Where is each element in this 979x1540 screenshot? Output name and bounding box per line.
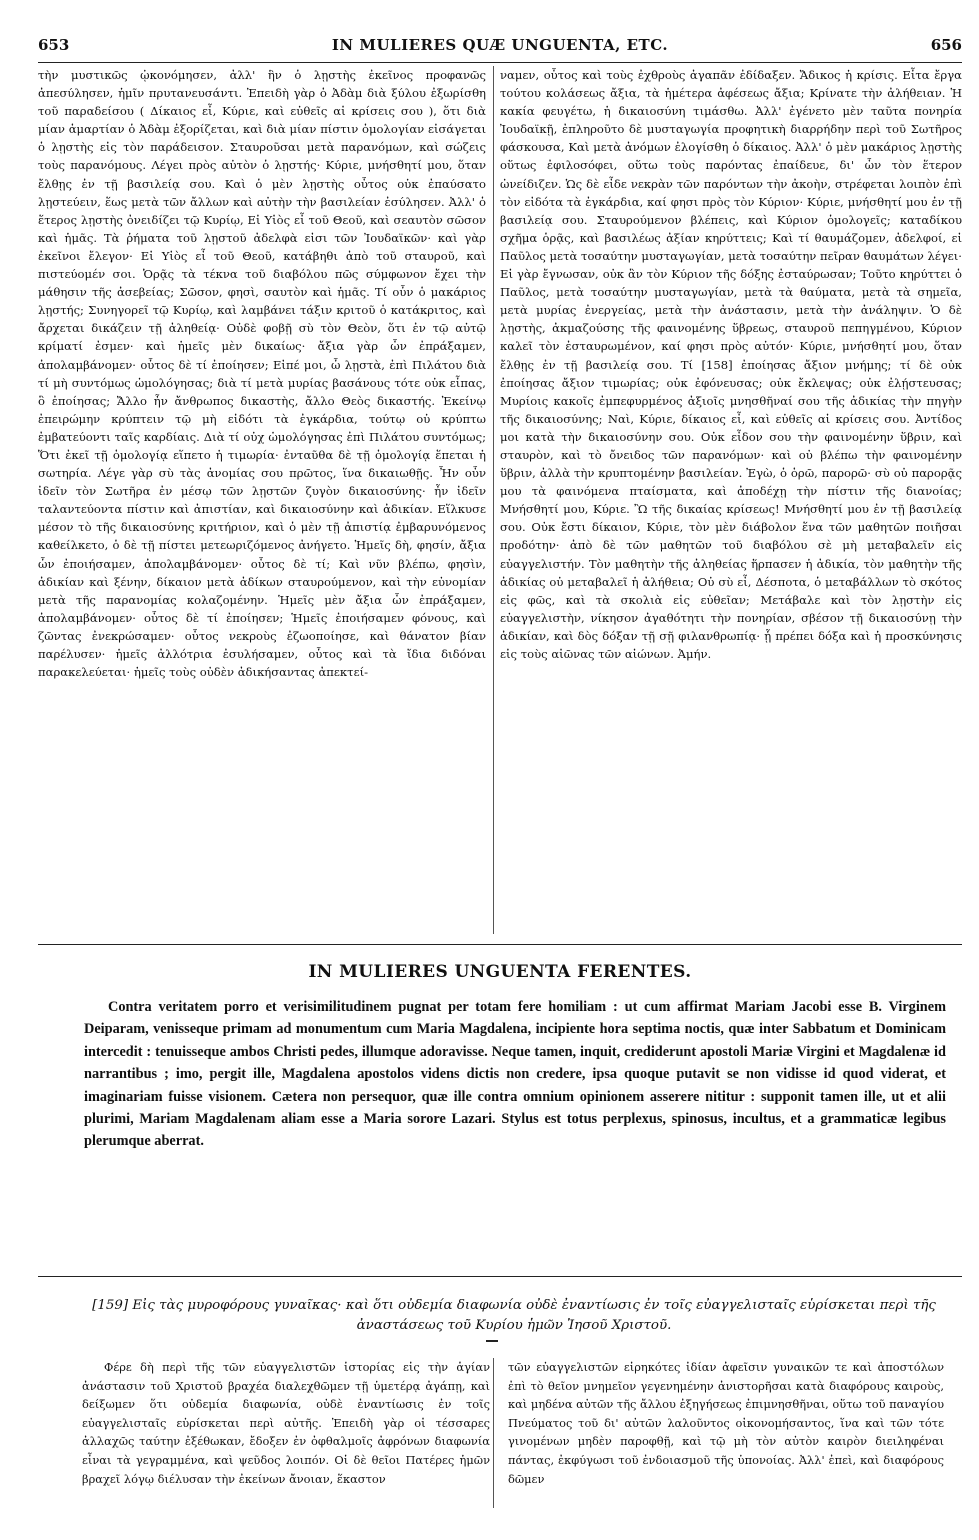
homily-title: [159] Εἰς τὰς μυροφόρους γυναῖκας· καὶ ὅτι οὐδεμία διαφωνία οὐδὲ ἐναντίωσις ἐν τοῖς εὐαγγελισταῖς εὑρίσκεται περὶ τῆς ἀναστάσεως τοῦ Κυρίου ἡμῶν Ἰησοῦ Χριστοῦ. — [92, 1298, 936, 1333]
column-number-right: 656 — [930, 36, 962, 54]
left-column — [38, 66, 486, 681]
header-rule — [38, 62, 962, 63]
column-divider — [493, 66, 494, 934]
right-column — [500, 66, 962, 663]
left-column-text: τὴν μυστικῶς ᾠκονόμησεν, ἀλλ' ἣν ὁ λῃστὴς ἐκεῖνος προφανῶς ἀπεσύλησεν, ἡμῖν πρυτανευσάντι. Ἐπειδὴ γὰρ ὁ Ἀδὰμ διὰ ξύλου ἐξωρίσθη τοῦ παραδείσου ( Δίκαιος εἶ, Κύριε, καὶ εὐθεῖς αἱ κρίσεις σου ), ὅτι διὰ μίαν ἁμαρτίαν ὁ Ἀδὰμ ἐξορίζεται, καὶ διὰ μίαν πίστιν ὁμολογίαν εἰσάγεται ὁ λῃστὴς εἰς τὸν παράδεισον. Σταυροῦσαι μετὰ παρανόμων, καὶ σώζεις τοὺς παρανόμους. Λέγει πρὸς αὐτὸν ὁ λῃστής· Κύριε, μνήσθητί μου, ὅταν ἔλθῃς ἐν τῇ βασιλείᾳ σου. Καὶ ὁ μὲν λῃστὴς οὗτος οὐκ ἐπαύσατο λῃστεύειν, ἕως μετὰ τῶν ἄλλων καὶ αὐτὴν τὴν βασιλείαν ἐσύλησεν. Ἀλλ' ὁ ἕτερος λῃστὴς ὀνειδίζει τῷ Κυρίῳ, Εἰ Υἱὸς εἶ τοῦ Θεοῦ, καὶ σεαυτὸν σῶσον καὶ ἡμᾶς. Τὰ ῥήματα τοῦ λῃστοῦ ἀδελφὰ εἰσι τῶν Ἰουδαϊκῶν· καὶ γὰρ ἐκεῖνοι ἔλεγον· Εἰ Υἱὸς εἶ τοῦ Θεοῦ, κατάβηθι ἀπὸ τοῦ σταυροῦ, καὶ πιστεύομέν σοι. Ὁρᾷς τὰ τέκνα τοῦ διαβόλου πῶς σύμφωνον ἔχει τὴν μάθησιν τῆς ἀσεβείας; Σῶσον, φησὶ, σαυτὸν καὶ ἡμᾶς. Τί οὖν ὁ μακάριος λῃστής; Συνηγορεῖ τῷ Κυρίῳ, καὶ λαμβάνει τάξιν κριτοῦ ὁ κατάκριτος, καὶ ἄρχεται δικάζειν τῇ ἀληθείᾳ· Οὐδὲ φοβῇ σὺ τὸν Θεὸν, ὅτι ἐν τῷ αὐτῷ κρίματί ἐσμεν· καὶ ἡμεῖς μὲν δικαίως· ἄξια γὰρ ὧν ἐπράξαμεν, ἀπολαμβάνομεν· οὗτος δὲ τί ἐποίησεν; Εἰπέ μοι, ὦ λῃστὰ, ἐπὶ Πιλάτου διὰ τί μὴ συντόμως ὡμολόγησας; διὰ τί μετὰ μυρίας βασάνους τότε οὐκ εἶπας, ὃ ἐποίησας; Ἄλλο ἦν ἄνθρωπος δικαστὴς, ἄλλο Θεὸς δικαστής. Ἐκείνῳ ἐπειρώμην κρύπτειν τῷ μὴ εἰδότι τὰ ἐγκάρδια, τούτῳ οὐ κρύπτω ἐμβατεύοντι ταῖς καρδίαις. Διὰ τί οὐχ ὡμολόγησας ἐπὶ Πιλάτου συντόμως; Ὅτι ἐκεῖ τῇ ὁμολογίᾳ εἵπετο ἡ τιμωρία· ἐνταῦθα δὲ τῇ ὁμολογίᾳ ἕπεται ἡ σωτηρία. Λέγε γὰρ σὺ τὰς ἀνομίας σου πρῶτος, ἵνα δικαιωθῇς. Ἦν οὖν ἰδεῖν τὸν Σωτῆρα ἐν μέσῳ τῶν λῃστῶν ζυγὸν δικαιοσύνης· ἦν ἰδεῖν ταλαντεύοντα πίστιν καὶ ἀπιστίαν, καὶ δικαιοσύνην καὶ ἀδικίαν. Εἵλκυσε μέσον τὸ τῆς δικαιοσύνης κριτήριον, καὶ ὁ μὲν τῇ ἀπιστίᾳ ἐμβαρυνόμενος καθείλκετο, ὁ δὲ τῇ πίστει μετεωριζόμενος ἀνήγετο. Ἡμεῖς δὴ, φησίν, ἄξια ὧν ἐποιήσαμεν, ἀπολαμβάνομεν· οὗτος δὲ τί; Καὶ νῦν βλέπω, φησὶν, ἀδικίαν καὶ ξένην, δίκαιον μετὰ ἀδίκων σταυρούμενον, καὶ τὴν εὐνομίαν μετὰ τῆς παρανομίας κολαζομένην. Ἡμεῖς μὲν ἄξια ὧν ἐπράξαμεν, ἀπολαμβάνομεν· οὗτος δὲ τί ἐποίησεν; Ἡμεῖς ἐποιήσαμεν φόνους, καὶ ζῶντας ἐνεκρώσαμεν· οὗτος νεκροὺς ἐζωοποίησε, καὶ θάνατον βίαν παρέλυσεν· ἡμεῖς ἀλλότρια ἐσυλήσαμεν, οὗτος καὶ τὰ ἴδια διδόναι παρακελεύεται· ἡμεῖς τοὺς οὐδὲν ἀδικήσαντας ἀπεκτεί- — [38, 68, 486, 680]
section-title: IN MULIERES UNGUENTA FERENTES. — [308, 962, 692, 982]
right-column-text: ναμεν, οὗτος καὶ τοὺς ἐχθροὺς ἀγαπᾶν ἐδίδαξεν. Ἄδικος ἡ κρίσις. Εἶτα ἔργα τούτου κολάσεως ἄξια, τὰ ἡμέτερα ἀφέσεως ἄξια; Κρίνατε τὴν ἀλήθειαν. Ἡ κακία φευγέτω, ἡ δικαιοσύνη τιμάσθω. Ἀλλ' ἐγένετο μὲν ταῦτα πονηρία Ἰουδαϊκῇ, ἐπληροῦτο δὲ μυσταγωγία προφητικὴ διαρρήδην περὶ τοῦ Σωτῆρος φάσκουσα, Καὶ μετὰ ἀνόμων ἐλογίσθη ὁ δίκαιος. Ἀλλ' ὁ μὲν μακάριος λῃστὴς οὕτως ἐφιλοσόφει, οὕτω τοὺς παρόντας ἐπαίδευε, δι' ὧν τὸν ἕτερον ὠνείδιζεν. Ὡς δὲ εἶδε νεκρὰν τῶν παρόντων τὴν ἀκοὴν, στρέφεται λοιπὸν ἐπὶ τὸν εἰδότα τὰ ἐγκάρδια, καί φησι πρὸς τὸν Κύριον· Κύριε, μνήσθητί μου ἐν τῇ βασιλείᾳ σου. Σταυρούμενον βλέπεις, καὶ Κύριον ὁμολογεῖς; καταδίκου σχῆμα ὁρᾷς, καὶ βασιλέως ἀξίαν κηρύττεις; Καὶ τί θαυμάζομεν, ἀδελφοί, εἰ Παῦλος μετὰ τοσαύτην μυσταγωγίαν, μετὰ τοσαύτην πεῖραν θαυμάτων λέγει· Εἰ γὰρ ἔγνωσαν, οὐκ ἂν τὸν Κύριον τῆς δόξης ἐσταύρωσαν; Τοῦτο κηρύττει ὁ Παῦλος, μετὰ τοσαύτην μυσταγωγίαν, μετὰ τὰ θαύματα, μετὰ τὰ σημεῖα, μετὰ μυρίας ἐνεργείας, μετὰ τὴν ἀνάστασιν, μετὰ τὴν ἀνάληψιν. Ὁ δὲ λῃστὴς, ἀκμαζούσης τῆς φαινομένης ὕβρεως, σταυροῦ πεπηγμένου, Κύριον καλεῖ τὸν ἐσταυρωμένον, καί φησι πρὸς αὐτόν· Κύριε, μνήσθητί μου, ὅταν ἔλθῃς ἐν τῇ βασιλείᾳ σου. Τί [158] ἐποίησας ἄξιον μνήμης; τί δὲ οὐκ ἐποίησας ἄξιον τιμωρίας; οὐκ ἐφόνευσας; οὐκ ἔκλεψας; οὐκ ἐλῄστευσας; Μυρίοις κακοῖς ἐμπεφυρμένος ἀξιοῖς μνησθῆναί σου τῆς ἀδικίας τὴν πηγὴν τῆς δικαιοσύνης; Ναὶ, Κύριε, δίκαιος εἶ, καὶ εὐθεῖς αἱ κρίσεις σου. Ἀντίδος μοι κατὰ τὴν δικαιοσύνην σου. Οὐκ εἶδον σου τὴν φαινομένην ὕβριν, καὶ σταυρὸν, καὶ τὸ ὄνειδος τῶν παρανόμων· καὶ οὐ βλέπω τὴν φαινομένην ὕβριν, ἀλλὰ τὴν κρυπτομένην βασιλείαν. Ἐγὼ, ὁ ὁρῶ, παρορῶ· σὺ οὐ παρορᾷς μου τὰ φαινόμενα πταίσματα, καὶ ἀποδέχῃ τὴν πίστιν τῆς διανοίας; Μνήσθητί μου, Κύριε. Ὢ τῆς δικαίας κρίσεως! Μνήσθητί μου ἐν τῇ βασιλείᾳ σου. Οὐκ ἔστι δίκαιον, Κύριε, τὸν μὲν διάβολον ἕνα τῶν μαθητῶν ποιῆσαι προδότην· ἀπὸ δὲ τῶν μαθητῶν τοῦ διαβόλου σὲ μὴ μεταβαλεῖν εἰς εὐαγγελιστήν. Τὸν μαθητὴν τῆς ἀληθείας ἥρπασεν ἡ ἀδικία, τὸν μαθητὴν τῆς ἀδικίας οὐ μεταβαλεῖ ἡ ἀλήθεια; Οὐ σὺ εἶ, Δέσποτα, ὁ μεταβάλλων τὸ σκότος εἰς φῶς, καὶ τὰ σκολιὰ εἰς εὐθεῖαν; Μετάβαλε καὶ τὸν λῃστὴν εἰς εὐαγγελιστὴν, νίκησον ἀγαθότητι τὴν πονηρίαν, σβέσον τῇ δικαιοσύνῃ τὴν ἀδικίαν, καὶ δὸς δόξαν τῇ σῇ φιλανθρωπίᾳ· ᾗ πρέπει δόξα καὶ ἡ προσκύνησις εἰς τοὺς αἰῶνας τῶν αἰώνων. Ἀμήν. — [500, 68, 962, 661]
title-dash — [486, 1340, 498, 1342]
column-number-left: 653 — [38, 36, 70, 54]
homily-rule — [38, 1276, 962, 1277]
homily-right-column — [508, 1358, 944, 1488]
homily-right-text: τῶν εὐαγγελιστῶν εἰρηκότες ἰδίαν ἀφεῖσιν γυναικῶν τε καὶ ἀποστόλων ἐπὶ τὸ θεῖον μνημεῖον γεγενημένην ἀνιστορῆσαι κατὰ διαφόρους καιροὺς, καὶ μηδένα αὐτῶν τῆς ἄλλου ἐξηγήσεως ἐπιμνησθῆναι, οὕτω τοῦ παναγίου Πνεύματος τοῦ δι' αὐτῶν λαλοῦντος οἰκονομήσαντος, ἵνα καὶ τῶν τότε γινομένων μηδὲν παροφθῇ, καὶ τῷ μὴ τὸν αὐτὸν καιρὸν διειληφέναι πάντας, ἐκφύγωσι τοῦ ἐνδοιασμοῦ τῆς ὑπονοίας. Ἀλλ' ἐπεὶ, καὶ διαφόρους δῶμεν — [508, 1360, 944, 1486]
running-title: IN MULIERES QUÆ UNGUENTA, ETC. — [331, 36, 669, 54]
homily-left-text: Φέρε δὴ περὶ τῆς τῶν εὐαγγελιστῶν ἱστορίας εἰς τὴν ἁγίαν ἀνάστασιν τοῦ Χριστοῦ βραχέα διαλεχθῶμεν τῇ ὑμετέρᾳ ἀγάπῃ, καὶ δείξωμεν ὅτι οὐδεμία διαφωνία, οὐδὲ ἐναντίωσις ἐν τοῖς εὐαγγελισταῖς εὑρίσκεται περὶ αὐτῆς. Ἐπειδὴ γὰρ οἱ τέσσαρες ἀλλαχῶς ταύτην ἐξέθωκαν, ἔδοξεν ἐν ὀφθαλμοῖς ἀφρόνων διαφωνία εἶναι τὰ γεγραμμένα, καὶ ψεῦδος λοιπόν. Οἱ δὲ θεῖοι Πατέρες ἡμῶν βραχεῖ λόγῳ διέλυσαν τὴν ἐκείνων ἄνοιαν, ἕκαστον — [82, 1360, 490, 1486]
running-header — [38, 36, 962, 62]
homily-column-divider — [493, 1358, 494, 1508]
section-rule — [38, 944, 962, 945]
latin-paragraph: Contra veritatem porro et verisimilitudinem pugnat per totam fere homiliam : ut cum affirmat Mariam Jacobi esse B. Virginem Deiparam, venisseque primam ad monumentum cum Maria Magdalena, incipiente hora septima noctis, quæ inter Sabbatum et Dominicam intercedit : tenuisseque ambos Christi pedes, illumque adoravisse. Neque tamen, inquit, crediderunt apostoli Mariæ Virgini et Magdalenæ id narrantibus ; imo, pergit ille, Magdalena apostolos videns dictis non credere, ipsa quoque putavit se non vidisse id quod viderat, et imaginariam fuisse visionem. Cætera non persequor, quæ ille contra omnium opinionem asserere nititur : supponit tamen ille, ut et alii plurimi, Mariam Magdalenam aliam esse a Maria sorore Lazari. Stylus est totus perplexus, spinosus, incultus, et a grammaticæ legibus plerumque aberrat. — [84, 999, 946, 1150]
homily-left-column — [82, 1358, 490, 1488]
latin-introduction — [84, 996, 946, 1153]
